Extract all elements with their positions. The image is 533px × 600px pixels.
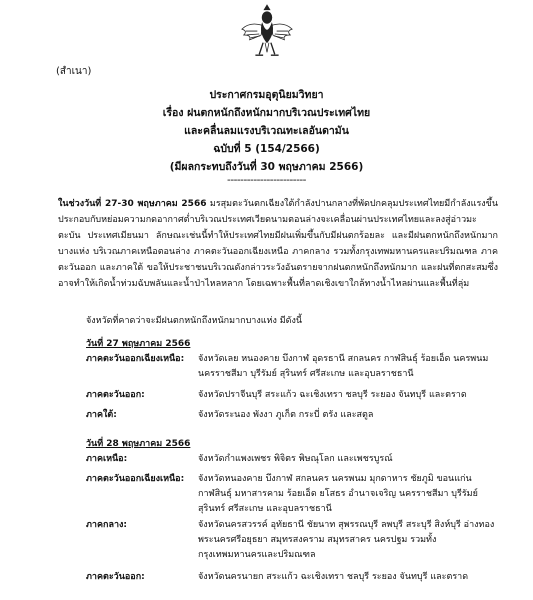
subject-line: เรื่อง ฝนตกหนักถึงหนักมากบริเวณประเทศไทย [162, 107, 371, 119]
agency-title: ประกาศกรมอุตุนิยมวิทยา [209, 89, 324, 101]
region-provinces: จังหวัดเลย หนองคาย บึงกาฬ อุดรธานี สกลนคร กาฬสินธุ์ ร้อยเอ็ด นครพนม นครราชสีมา บุรีรัมย์ สุรินทร์ ศรีสะเกษ และอุบลราชธานี [198, 354, 489, 379]
region-label: ภาคตะวันออกเฉียงเหนือ: [86, 354, 185, 364]
region-provinces: จังหวัดปราจีนบุรี สระแก้ว ฉะเชิงเทรา ชลบุรี ระยอง จันทบุรี และตราด [198, 390, 467, 400]
body-text: มรสุมตะวันตกเฉียงใต้กำลังปานกลางที่พัดปกคลุมประเทศไทยมีกำลังแรงขึ้น ประกอบกับหย่อมความกดอากาศต่ำบริเวณประเทศเวียดนามตอนล่างจะเคลื่อนผ่านประเทศไทยและลงสู่อ่าวมะตะบัน ประเทศเมียนมา ลักษณะเช่นนี้ทำให้ประเทศไทยมีฝนเพิ่มขึ้นกับมีฝนตกร้อยละ และมีฝนตกหนักถึงหนักมากบางแห่ง บริเวณภาคเหนือตอนล่าง ภาคตะวันออกเฉียงเหนือ ภาคกลาง รวมทั้งกรุงเทพมหานครและปริมณฑล ภาคตะวันออก และภาคใต้ ขอให้ประชาชนบริเวณดังกล่าวระวังอันตรายจากฝนตกหนักถึงหนักมาก และฝนที่ตกสะสมซึ่งอาจทำให้เกิดน้ำท่วมฉับพลันและน้ำป่าไหลหลาก โดยเฉพาะพื้นที่ลาดเชิงเขาใกล้ทางน้ำไหลผ่านและพื้นที่ลุ่ม [58, 199, 498, 289]
region-label: ภาคตะวันออก: [86, 390, 145, 400]
date-heading-27: วันที่ 27 พฤษภาคม 2566 [86, 339, 191, 349]
region-provinces: จังหวัดนครสวรรค์ อุทัยธานี ชัยนาท สุพรรณบุรี ลพบุรี สระบุรี สิงห์บุรี อ่างทอง พระนครศรีอยุธยา สมุทรสงคราม สมุทรสาคร นครปฐม รวมทั้งกรุงเทพมหานครและปริมณฑล [198, 520, 495, 560]
region-provinces: จังหวัดนครนายก สระแก้ว ฉะเชิงเทรา ชลบุรี ระยอง จันทบุรี และตราด [198, 572, 469, 582]
copy-label: (สำเนา) [56, 66, 92, 77]
body-paragraph [58, 196, 498, 292]
divider-line: ------------------------ [227, 174, 306, 186]
region-label: ภาคตะวันออกเฉียงเหนือ: [86, 474, 185, 484]
garuda-emblem-icon [238, 4, 296, 62]
region-label: ภาคใต้: [86, 410, 117, 420]
region-label: ภาคเหนือ: [86, 454, 128, 464]
region-provinces: จังหวัดระนอง พังงา ภูเก็ต กระบี่ ตรัง และสตูล [198, 410, 374, 420]
effective-date: (มีผลกระทบถึงวันที่ 30 พฤษภาคม 2566) [169, 161, 364, 173]
provinces-intro: จังหวัดที่คาดว่าจะมีฝนตกหนักถึงหนักมากบางแห่ง มีดังนี้ [86, 316, 303, 326]
region-label: ภาคตะวันออก: [86, 572, 145, 582]
region-provinces: จังหวัดกำแพงเพชร พิจิตร พิษณุโลก และเพชรบูรณ์ [198, 454, 393, 464]
subject-line-2: และคลื่นลมแรงบริเวณทะเลอันดามัน [184, 125, 349, 137]
region-provinces: จังหวัดหนองคาย บึงกาฬ สกลนคร นครพนม มุกดาหาร ชัยภูมิ ขอนแก่น กาฬสินธุ์ มหาสารคาม ร้อยเอ็ด ยโสธร อำนาจเจริญ นครราชสีมา บุรีรัมย์ สุรินทร์ ศรีสะเกษ และอุบลราชธานี [198, 474, 478, 514]
date-heading-28: วันที่ 28 พฤษภาคม 2566 [86, 439, 191, 449]
region-label: ภาคกลาง: [86, 520, 128, 530]
body-lead: ในช่วงวันที่ 27-30 พฤษภาคม 2566 [58, 199, 207, 209]
issue-number: ฉบับที่ 5 (154/2566) [213, 143, 320, 155]
